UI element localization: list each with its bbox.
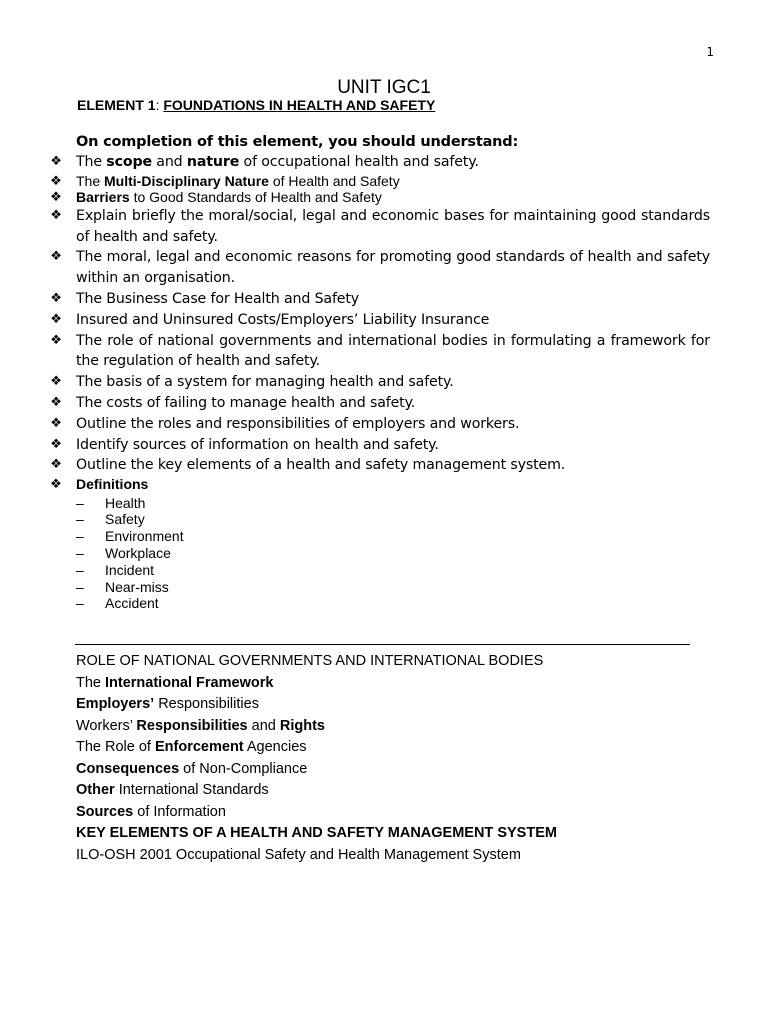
section-line: Sources of Information [76, 803, 226, 820]
list-item: ❖ The scope and nature of occupational health and safety. [48, 152, 710, 173]
diamond-bullet-icon: ❖ [50, 172, 62, 188]
diamond-bullet-icon: ❖ [50, 154, 62, 169]
dash-bullet-icon: – [76, 545, 84, 562]
dash-bullet-icon: – [76, 494, 84, 511]
diamond-bullet-icon: ❖ [50, 436, 62, 452]
key-elements-heading: KEY ELEMENTS OF A HEALTH AND SAFETY MANAGEMENT SYSTEM [76, 825, 557, 841]
key-elements-subtitle: ILO-OSH 2001 Occupational Safety and Health Management System [76, 847, 521, 863]
section-line: Consequences of Non-Compliance [76, 760, 308, 777]
definition-item: – Near-miss [76, 578, 169, 595]
element-separator: : [155, 97, 160, 113]
definitions-list [76, 495, 710, 613]
list-item: ❖ Outline the key elements of a health and safety management system. [48, 455, 710, 476]
dash-bullet-icon: – [76, 578, 84, 595]
section-line: The Role of Enforcement Agencies [76, 739, 307, 755]
section-heading: ROLE OF NATIONAL GOVERNMENTS AND INTERNATIONAL BODIES [76, 653, 544, 669]
diamond-bullet-icon: ❖ [50, 457, 62, 473]
list-item: ❖ The moral, legal and economic reasons for promoting good standards of health and safety within an organisation. [48, 247, 710, 289]
intro-text: On completion of this element, you should understand: [76, 134, 519, 150]
list-item-definitions: ❖ Definitions – Health – Safety – Environment – Workplace – Incident – Near-miss – Accident [48, 476, 710, 612]
section-line: Other International Standards [76, 782, 269, 798]
dash-bullet-icon: – [76, 561, 84, 578]
definition-item: – Workplace [76, 545, 171, 562]
diamond-bullet-icon: ❖ [50, 311, 62, 327]
unit-title: UNIT IGC1 [337, 77, 431, 98]
definition-item: – Environment [76, 528, 184, 545]
dash-bullet-icon: – [76, 528, 84, 545]
section-national-governments [76, 651, 543, 823]
definition-item: – Accident [76, 595, 159, 612]
section-line: Employers’ Responsibilities [76, 696, 259, 712]
list-item: ❖ Outline the roles and responsibilities of employers and workers. [48, 414, 710, 435]
diamond-bullet-icon: ❖ [50, 332, 62, 348]
diamond-bullet-icon: ❖ [50, 415, 62, 431]
section-line: Workers’ Responsibilities and Rights [76, 717, 325, 734]
diamond-bullet-icon: ❖ [50, 207, 62, 223]
definition-item: – Incident [76, 561, 155, 578]
diamond-bullet-icon: ❖ [50, 476, 62, 492]
list-item: ❖ The Business Case for Health and Safety [48, 289, 710, 310]
element-heading [77, 97, 435, 113]
diamond-bullet-icon: ❖ [50, 290, 62, 306]
definition-item: – Health [76, 494, 146, 511]
list-item: ❖ The costs of failing to manage health and safety. [48, 393, 710, 414]
section-line: The International Framework [76, 674, 274, 691]
dash-bullet-icon: – [76, 511, 84, 528]
list-item: ❖ The Multi-Disciplinary Nature of Health and Safety [48, 173, 710, 190]
page-number: 1 [706, 45, 714, 59]
element-title: FOUNDATIONS IN HEALTH AND SAFETY [163, 97, 436, 113]
diamond-bullet-icon: ❖ [50, 249, 62, 265]
definition-item: – Safety [76, 511, 145, 528]
list-item: ❖ Barriers to Good Standards of Health and Safety [48, 189, 710, 206]
list-item: ❖ Explain briefly the moral/social, legal and economic bases for maintaining good standards of health and safety. [48, 206, 710, 248]
objectives-list [48, 152, 710, 612]
diamond-bullet-icon: ❖ [50, 189, 62, 205]
list-item: ❖ Insured and Uninsured Costs/Employers’ Liability Insurance [48, 310, 710, 331]
diamond-bullet-icon: ❖ [50, 394, 62, 410]
element-label: ELEMENT 1 [77, 97, 156, 113]
list-item: ❖ The role of national governments and international bodies in formulating a framework for the regulation of health and safety. [48, 331, 710, 373]
dash-bullet-icon: – [76, 595, 84, 612]
list-item: ❖ Identify sources of information on health and safety. [48, 435, 710, 456]
horizontal-divider [75, 644, 690, 645]
list-item: ❖ The basis of a system for managing health and safety. [48, 372, 710, 393]
diamond-bullet-icon: ❖ [50, 374, 62, 390]
